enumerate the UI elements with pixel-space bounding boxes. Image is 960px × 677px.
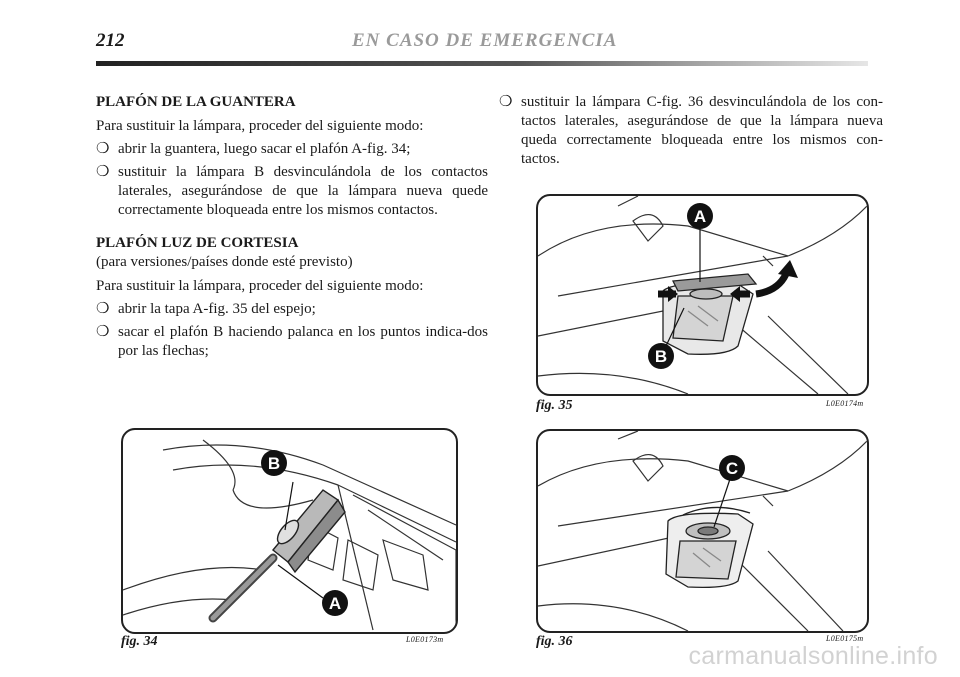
section-heading-glovebox: PLAFÓN DE LA GUANTERA	[96, 94, 296, 110]
bullet-icon: ❍	[499, 94, 513, 110]
page-number: 212	[96, 30, 125, 51]
list-item-text: abrir la tapa A-fig. 35 del espejo;	[118, 301, 316, 317]
figure-34-illustration	[121, 428, 458, 634]
figure-code: L0E0175m	[826, 634, 864, 643]
section-subheading: (para versiones/países donde esté previsto)	[96, 254, 353, 270]
list-item-text: sustituir la lámpara B desvinculándola de los contactos laterales, asegurándose de que la lámpara nueva quede correctamente bloqueada entre los mismos contactos.	[118, 164, 488, 218]
figure-caption: fig. 35	[536, 398, 573, 413]
callout-label-a: A	[693, 207, 707, 226]
callout-label-a: A	[328, 594, 342, 613]
callout-label-b: B	[267, 454, 281, 473]
figure-code: L0E0174m	[826, 399, 864, 408]
list-item	[96, 163, 488, 220]
left-column	[96, 93, 488, 361]
intro-text: Para sustituir la lámpara, proceder del siguiente modo:	[96, 118, 424, 134]
list-item	[96, 300, 488, 319]
list-item-text: abrir la guantera, luego sacar el plafón A-fig. 34;	[118, 141, 411, 157]
right-column	[499, 93, 883, 169]
bullet-icon: ❍	[96, 301, 110, 317]
bullet-icon: ❍	[96, 324, 110, 340]
figure-code: L0E0173m	[406, 635, 444, 644]
figure-caption: fig. 36	[536, 634, 573, 649]
header-rule	[96, 61, 868, 66]
intro-text: Para sustituir la lámpara, proceder del siguiente modo:	[96, 278, 424, 294]
list-item	[96, 323, 488, 361]
figure-caption: fig. 34	[121, 634, 158, 649]
list-item-text: sacar el plafón B haciendo palanca en los puntos indica-dos por las flechas;	[118, 324, 488, 359]
bullet-icon: ❍	[96, 141, 110, 157]
list-item	[499, 93, 883, 169]
callout-label-c: C	[725, 459, 739, 478]
chapter-title: EN CASO DE EMERGENCIA	[352, 30, 618, 51]
bullet-icon: ❍	[96, 164, 110, 180]
list-item	[96, 140, 488, 159]
list-item-text: sustituir la lámpara C-fig. 36 desvinculándola de los con-tactos laterales, asegurándose de que la lámpara nueva queda correctamente bloqueada entre los mismos con-tactos.	[521, 94, 883, 167]
watermark-text: carmanualsonline.info	[688, 642, 938, 670]
section-heading-courtesy-light: PLAFÓN LUZ DE CORTESIA	[96, 235, 299, 251]
figure-36-illustration	[536, 429, 869, 633]
figure-35-illustration	[536, 194, 869, 396]
callout-label-b: B	[654, 347, 668, 366]
